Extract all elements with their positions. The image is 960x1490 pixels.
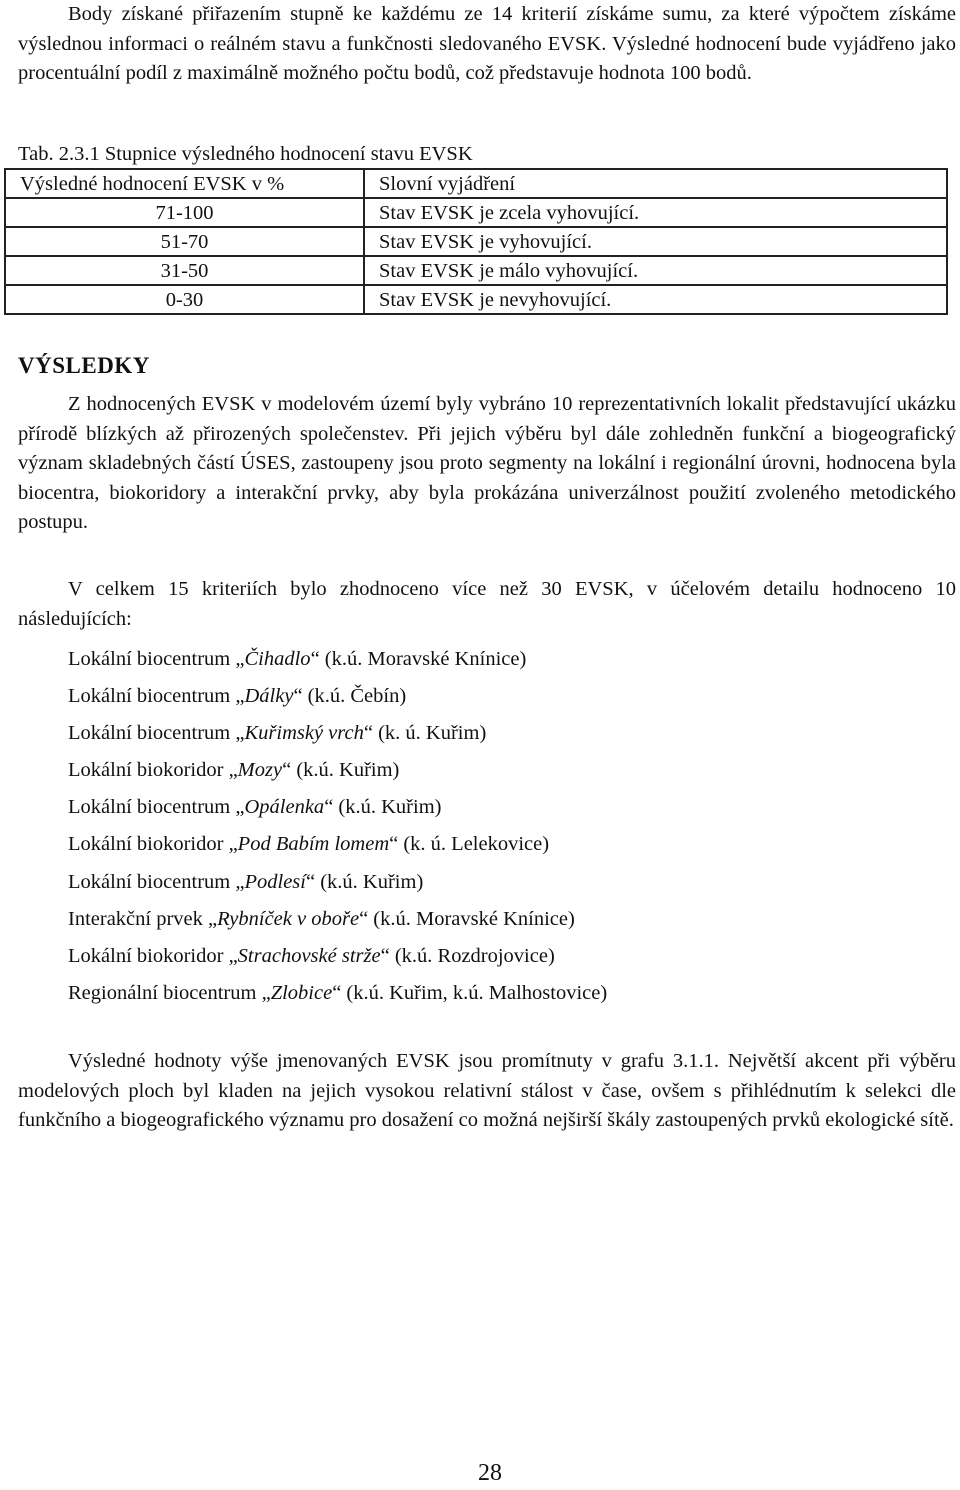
table-cell-range: 51-70 (5, 227, 364, 256)
site-name: Rybníček v oboře (217, 907, 360, 930)
site-location: (k.ú. Kuřim) (338, 796, 442, 819)
table-row (5, 198, 947, 227)
site-name: Podlesí (244, 870, 306, 893)
table-header-row (5, 169, 947, 198)
site-type: Lokální biokoridor (68, 944, 224, 967)
site-location: (k. ú. Kuřim) (378, 722, 487, 745)
table-cell-range: 71-100 (5, 198, 364, 227)
site-name: Čihadlo (244, 648, 311, 670)
site-list (68, 641, 607, 1012)
list-item: Lokální biocentrum „Dálky“ (k.ú. Čebín) (68, 685, 407, 708)
table-cell-description: Stav EVSK je nevyhovující. (364, 285, 947, 314)
list-item: Lokální biocentrum „Podlesí“ (k.ú. Kuřim) (68, 870, 424, 893)
intro-paragraph: Body získané přiřazením stupně ke každému ze 14 kriterií získáme sumu, za které výpočtem získáme výslednou informaci o reálném stavu a funkčnosti sledovaného EVSK. Výsledné hodnocení bude vyjádřeno jako procentuální podíl z maximálně možného počtu bodů, což představuje hodnota 100 bodů. (18, 3, 956, 84)
site-name: Kuřimský vrch (244, 722, 364, 745)
list-item: Regionální biocentrum „Zlobice“ (k.ú. Kuřim, k.ú. Malhostovice) (68, 981, 608, 1004)
table-cell-description: Stav EVSK je vyhovující. (364, 227, 947, 256)
site-type: Regionální biocentrum (68, 981, 257, 1004)
site-name: Opálenka (244, 796, 325, 819)
table-cell-range: 0-30 (5, 285, 364, 314)
list-item: Lokální biocentrum „Kuřimský vrch“ (k. ú. Kuřim) (68, 722, 487, 745)
site-name: Zlobice (270, 981, 333, 1004)
list-item: Lokální biokoridor „Pod Babím lomem“ (k. ú. Lelekovice) (68, 833, 550, 856)
site-name: Strachovské strže (237, 944, 381, 967)
site-type: Lokální biokoridor (68, 759, 224, 782)
closing-paragraph: Výsledné hodnoty výše jmenovaných EVSK jsou promítnuty v grafu 3.1.1. Největší akcent při výběru modelových ploch byl kladen na jejich vysokou relativní stálost v čase, ovšem s přihlédnutím k selekci dle funkčního a biogeografického významu pro dosažení co možná nejširší škály zastoupených prvků ekologické sítě. (18, 1050, 956, 1131)
site-type: Lokální biocentrum (68, 870, 231, 893)
table-cell-description: Stav EVSK je zcela vyhovující. (364, 198, 947, 227)
section-heading: VÝSLEDKY (18, 353, 150, 378)
table-cell-range: 31-50 (5, 256, 364, 285)
site-location: (k.ú. Moravské Knínice) (373, 907, 575, 930)
table-row (5, 227, 947, 256)
site-type: Lokální biocentrum (68, 722, 231, 745)
list-item: Lokální biokoridor „Strachovské strže“ (k.ú. Rozdrojovice) (68, 944, 555, 967)
table-row (5, 285, 947, 314)
table-caption: Tab. 2.3.1 Stupnice výsledného hodnocení stavu EVSK (18, 143, 473, 165)
list-item: Lokální biokoridor „Mozy“ (k.ú. Kuřim) (68, 759, 400, 782)
site-location: (k.ú. Čebín) (307, 685, 407, 708)
site-name: Dálky (244, 685, 294, 708)
list-intro-paragraph: V celkem 15 kriteriích bylo zhodnoceno více než 30 EVSK, v účelovém detailu hodnoceno 10 následujících: (18, 578, 956, 630)
list-item: Interakční prvek „Rybníček v oboře“ (k.ú. Moravské Knínice) (68, 907, 575, 930)
table-row (5, 256, 947, 285)
site-location: (k.ú. Kuřim) (320, 870, 424, 893)
list-item: Lokální biocentrum „Opálenka“ (k.ú. Kuřim) (68, 796, 442, 819)
results-paragraph: Z hodnocených EVSK v modelovém území byly vybráno 10 reprezentativních lokalit představující ukázku přírodě blízkých až přirozených společenstev. Při jejich výběru byl dále zohledněn funkční a biogeografický význam skladebných částí ÚSES, zastoupeny jsou proto segmenty na lokální i regionální úrovni, hodnocena byla biocentra, biokoridory a interakční prvky, aby byla prokázána univerzálnost použití zvoleného metodického postupu. (18, 393, 956, 533)
site-name: Pod Babím lomem (237, 833, 390, 856)
site-type: Lokální biokoridor (68, 833, 224, 856)
site-location: (k.ú. Kuřim) (296, 759, 400, 782)
table-header-cell: Výsledné hodnocení EVSK v % (5, 169, 364, 198)
site-type: Lokální biocentrum (68, 685, 231, 708)
site-location: (k. ú. Lelekovice) (403, 833, 550, 856)
site-name: Mozy (237, 759, 283, 782)
site-location: (k.ú. Kuřim, k.ú. Malhostovice) (346, 981, 608, 1004)
site-type: Lokální biocentrum (68, 648, 231, 670)
table-cell-description: Stav EVSK je málo vyhovující. (364, 256, 947, 285)
page-number: 28 (478, 1460, 502, 1486)
site-type: Lokální biocentrum (68, 796, 231, 819)
list-item: Lokální biocentrum „Čihadlo“ (k.ú. Moravské Knínice) (68, 648, 527, 670)
site-location: (k.ú. Moravské Knínice) (324, 648, 527, 670)
rating-scale-table (4, 168, 948, 315)
table-header-cell: Slovní vyjádření (364, 169, 947, 198)
site-type: Interakční prvek (68, 907, 203, 930)
site-location: (k.ú. Rozdrojovice) (394, 944, 555, 967)
